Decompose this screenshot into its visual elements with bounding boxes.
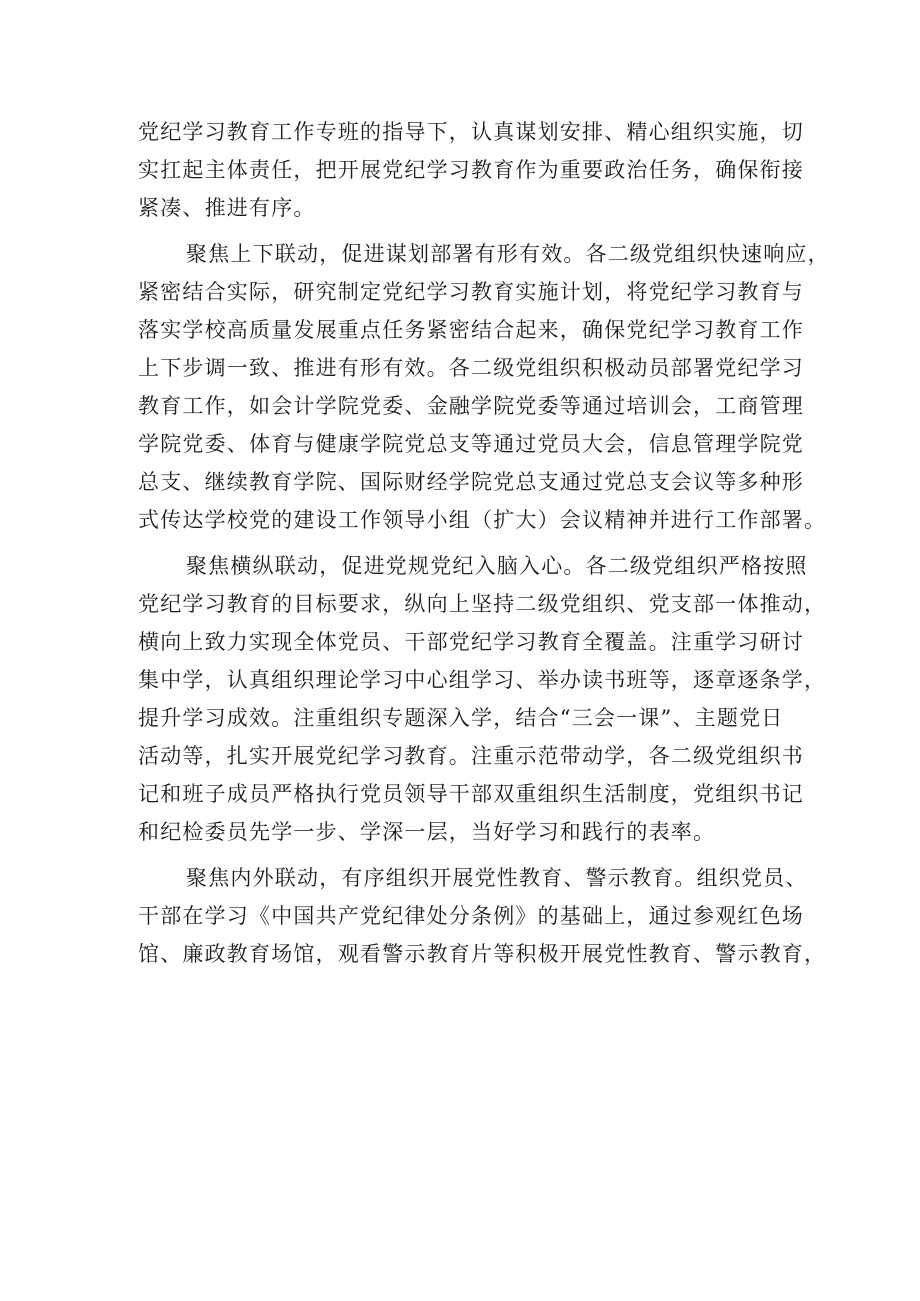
paragraph-line: 实扛起主体责任，把开展党纪学习教育作为重要政治任务，确保衔接 <box>138 158 804 182</box>
paragraph-4 <box>138 859 827 973</box>
paragraph-gap <box>138 851 788 859</box>
paragraph-line: 活动等，扎实开展党纪学习教育。注重示范带动学，各二级党组织书 <box>138 744 804 768</box>
paragraph-gap <box>138 539 788 547</box>
paragraph-line: 提升学习成效。注重组织专题深入学，结合“三会一课”、主题党日 <box>138 706 784 730</box>
paragraph-line: 学院党委、体育与健康学院党总支等通过党员大会，信息管理学院党 <box>138 432 804 456</box>
paragraph-line: 聚焦内外联动，有序组织开展党性教育、警示教育。组织党员、 <box>186 866 808 890</box>
paragraph-line: 紧凑、推进有序。 <box>138 196 316 220</box>
paragraph-line: 横向上致力实现全体党员、干部党纪学习教育全覆盖。注重学习研讨 <box>138 630 804 654</box>
paragraph-line: 教育工作，如会计学院党委、金融学院党委等通过培训会，工商管理 <box>138 394 804 418</box>
paragraph-1 <box>138 113 804 227</box>
document-body <box>138 113 830 973</box>
paragraph-line: 总支、继续教育学院、国际财经学院党总支通过党总支会议等多种形 <box>138 470 804 494</box>
paragraph-line: 式传达学校党的建设工作领导小组（扩大）会议精神并进行工作部署。 <box>138 508 827 532</box>
paragraph-line: 党纪学习教育工作专班的指导下，认真谋划安排、精心组织实施，切 <box>138 120 804 144</box>
paragraph-line: 记和班子成员严格执行党员领导干部双重组织生活制度，党组织书记 <box>138 782 804 806</box>
paragraph-line: 聚焦上下联动，促进谋划部署有形有效。各二级党组织快速响应， <box>186 242 830 266</box>
paragraph-line: 干部在学习《中国共产党纪律处分条例》的基础上，通过参观红色场 <box>138 904 804 928</box>
paragraph-3 <box>138 547 827 851</box>
paragraph-line: 和纪检委员先学一步、学深一层，当好学习和践行的表率。 <box>138 820 716 844</box>
paragraph-line: 党纪学习教育的目标要求，纵向上坚持二级党组织、党支部一体推动， <box>138 592 827 616</box>
paragraph-line: 聚焦横纵联动，促进党规党纪入脑入心。各二级党组织严格按照 <box>186 554 808 578</box>
paragraph-2 <box>138 235 830 539</box>
paragraph-line: 紧密结合实际，研究制定党纪学习教育实施计划，将党纪学习教育与 <box>138 280 804 304</box>
paragraph-line: 落实学校高质量发展重点任务紧密结合起来，确保党纪学习教育工作 <box>138 318 804 342</box>
paragraph-line: 上下步调一致、推进有形有效。各二级党组织积极动员部署党纪学习 <box>138 356 804 380</box>
paragraph-line: 集中学，认真组织理论学习中心组学习、举办读书班等，逐章逐条学， <box>138 668 827 692</box>
paragraph-line: 馆、廉政教育场馆，观看警示教育片等积极开展党性教育、警示教育， <box>138 942 827 966</box>
paragraph-gap <box>138 227 788 235</box>
